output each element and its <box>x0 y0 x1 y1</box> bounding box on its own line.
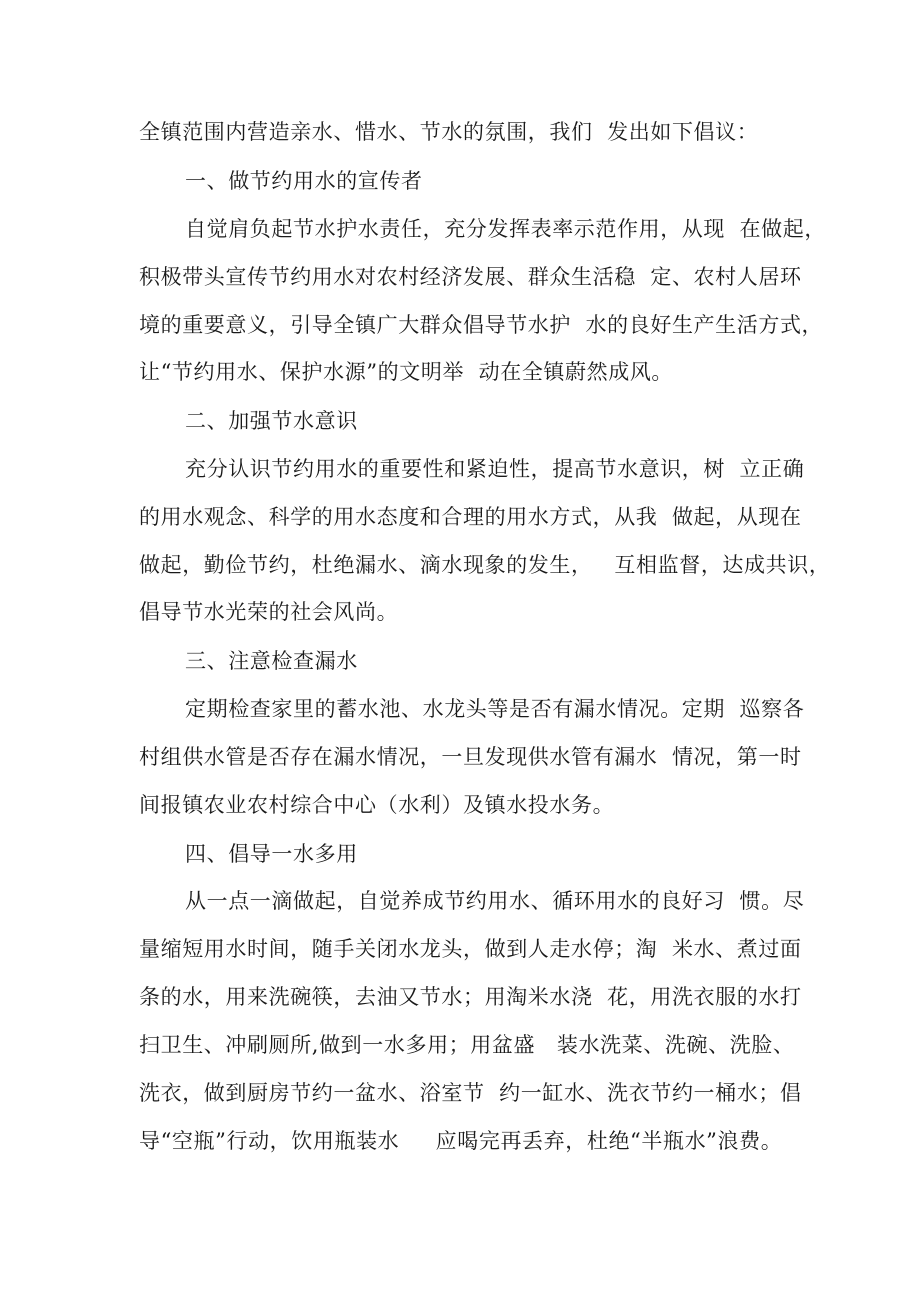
paragraph-line: 扫卫生、冲刷厕所,做到一水多用；用盆盛 装水洗菜、洗碗、洗脸、 <box>139 1033 795 1057</box>
paragraph-line: 倡导节水光荣的社会风尚。 <box>139 600 399 624</box>
paragraph-line: 充分认识节约用水的重要性和紧迫性，提高节水意识，树 立正确 <box>185 457 805 481</box>
paragraph-line: 的用水观念、科学的用水态度和合理的用水方式，从我 做起，从现在 <box>139 505 802 529</box>
paragraph-line: 量缩短用水时间，随手关闭水龙头，做到人走水停；淘 米水、煮过面 <box>139 937 802 961</box>
paragraph-line: 间报镇农业农村综合中心（水利）及镇水投水务。 <box>139 793 615 817</box>
section-heading-1: 一、做节约用水的宣传者 <box>185 169 423 193</box>
paragraph-line: 做起，勤俭节约，杜绝漏水、滴水现象的发生， 互相监督，达成共识， <box>139 553 831 577</box>
intro-line: 全镇范围内营造亲水、惜水、节水的氛围，我们 发出如下倡议： <box>139 120 759 144</box>
paragraph-line: 境的重要意义，引导全镇广大群众倡导节水护 水的良好生产生活方式， <box>139 313 824 337</box>
paragraph-line: 自觉肩负起节水护水责任，充分发挥表率示范作用，从现 在做起， <box>185 217 826 241</box>
paragraph-line: 洗衣，做到厨房节约一盆水、浴室节 约一缸水、洗衣节约一桶水；倡 <box>139 1081 802 1105</box>
paragraph-line: 从一点一滴做起，自觉养成节约用水、循环用水的良好习 惯。尽 <box>185 889 805 913</box>
paragraph-line: 条的水，用来洗碗筷，去油又节水；用淘米水浇 花，用洗衣服的水打 <box>139 985 802 1009</box>
section-heading-3: 三、注意检查漏水 <box>185 649 358 673</box>
paragraph-line: 积极带头宣传节约用水对农村经济发展、群众生活稳 定、农村人居环 <box>139 265 802 289</box>
paragraph-line: 村组供水管是否存在漏水情况，一旦发现供水管有漏水 情况，第一时 <box>139 745 802 769</box>
section-heading-4: 四、倡导一水多用 <box>185 842 358 866</box>
paragraph-line: 让“节约用水、保护水源”的文明举 动在全镇蔚然成风。 <box>139 360 674 384</box>
section-heading-2: 二、加强节水意识 <box>185 409 358 433</box>
paragraph-line: 定期检查家里的蓄水池、水龙头等是否有漏水情况。定期 巡察各 <box>185 697 805 721</box>
paragraph-line: 导“空瓶”行动，饮用瓶装水 应喝完再丢弃，杜绝“半瓶水”浪费。 <box>139 1129 783 1153</box>
